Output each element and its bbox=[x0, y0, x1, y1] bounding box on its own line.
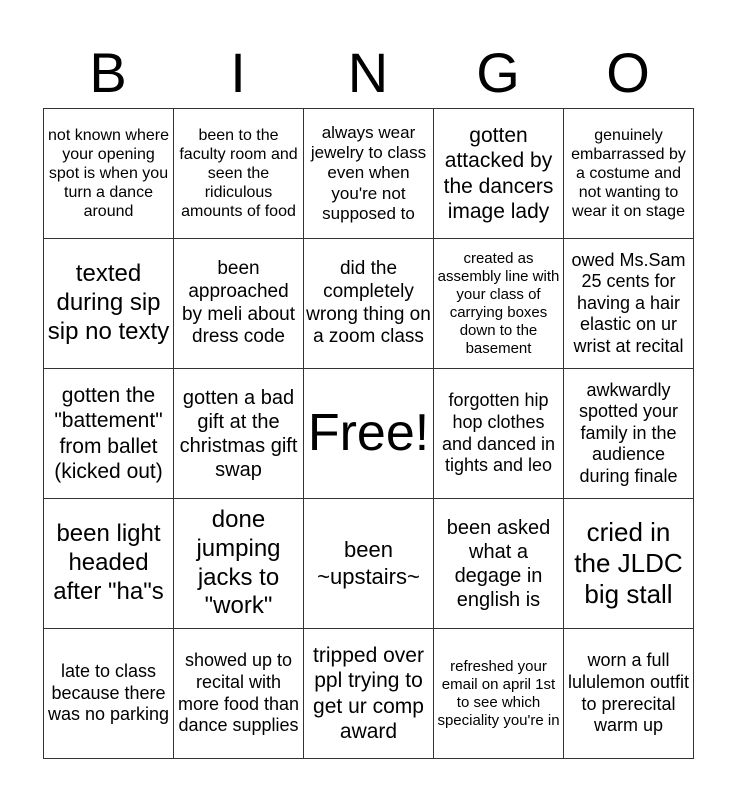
cell-text: refreshed your email on april 1st to see which speciality you're in bbox=[437, 657, 560, 729]
bingo-cell[interactable] bbox=[564, 239, 694, 369]
bingo-cell[interactable] bbox=[44, 109, 174, 239]
header-letter-o: O bbox=[606, 41, 650, 104]
bingo-cell[interactable] bbox=[434, 369, 564, 499]
bingo-cell[interactable] bbox=[174, 239, 304, 369]
header-letter-g: G bbox=[476, 41, 520, 104]
bingo-row bbox=[44, 499, 694, 629]
cell-text: always wear jewelry to class even when you're not supposed to bbox=[310, 122, 427, 224]
cell-text: tripped over ppl trying to get ur comp award bbox=[313, 644, 424, 743]
header-letter-i: I bbox=[230, 41, 246, 104]
bingo-cell[interactable] bbox=[44, 629, 174, 759]
bingo-cell[interactable] bbox=[174, 629, 304, 759]
cell-text: been ~upstairs~ bbox=[317, 537, 420, 589]
bingo-row bbox=[44, 629, 694, 759]
cell-text: Free! bbox=[307, 404, 430, 463]
bingo-cell[interactable] bbox=[174, 499, 304, 629]
bingo-row bbox=[44, 369, 694, 499]
cell-text: been approached by meli about dress code bbox=[181, 257, 295, 348]
cell-text: showed up to recital with more food than dance supplies bbox=[177, 650, 300, 736]
bingo-grid bbox=[43, 108, 694, 759]
cell-text: genuinely embarrassed by a costume and not wanting to wear it on stage bbox=[571, 126, 686, 221]
bingo-cell[interactable] bbox=[304, 239, 434, 369]
cell-text: created as assembly line with your class of carrying boxes down to the basement bbox=[437, 249, 560, 357]
bingo-cell[interactable] bbox=[434, 499, 564, 629]
bingo-cell[interactable] bbox=[434, 629, 564, 759]
bingo-cell[interactable] bbox=[564, 629, 694, 759]
bingo-cell[interactable] bbox=[434, 239, 564, 369]
bingo-cell[interactable] bbox=[434, 109, 564, 239]
cell-text: late to class because there was no parking bbox=[47, 661, 170, 725]
cell-text: been to the faculty room and seen the ridiculous amounts of food bbox=[179, 126, 298, 221]
bingo-cell[interactable] bbox=[564, 499, 694, 629]
header-letter-b: B bbox=[89, 41, 127, 104]
cell-text: cried in the JLDC big stall bbox=[574, 516, 683, 610]
cell-text: texted during sip sip no texty bbox=[47, 260, 170, 345]
free-space[interactable] bbox=[304, 369, 434, 499]
cell-text: done jumping jacks to "work" bbox=[196, 505, 281, 620]
header-letter-n: N bbox=[347, 41, 389, 104]
bingo-cell[interactable] bbox=[44, 499, 174, 629]
cell-text: forgotten hip hop clothes and danced in tights and leo bbox=[441, 390, 556, 476]
bingo-cell[interactable] bbox=[304, 629, 434, 759]
bingo-cell[interactable] bbox=[304, 499, 434, 629]
cell-text: gotten attacked by the dancers image lady bbox=[443, 124, 554, 223]
bingo-cell[interactable] bbox=[174, 369, 304, 499]
bingo-cell[interactable] bbox=[564, 109, 694, 239]
bingo-cell[interactable] bbox=[44, 239, 174, 369]
cell-text: gotten the "battement" from ballet (kicked out) bbox=[54, 384, 163, 483]
cell-text: owed Ms.Sam 25 cents for having a hair elastic on ur wrist at recital bbox=[571, 249, 686, 356]
cell-text: been asked what a degage in english is bbox=[446, 516, 551, 611]
bingo-cell[interactable] bbox=[174, 109, 304, 239]
cell-text: been light headed after "ha"s bbox=[53, 520, 164, 605]
bingo-row bbox=[44, 109, 694, 239]
bingo-cell[interactable] bbox=[304, 109, 434, 239]
bingo-cell[interactable] bbox=[44, 369, 174, 499]
cell-text: awkwardly spotted your family in the audience during finale bbox=[578, 379, 679, 486]
bingo-header bbox=[43, 40, 693, 106]
cell-text: worn a full lululemon outfit to prerecital warm up bbox=[567, 650, 690, 736]
cell-text: did the completely wrong thing on a zoom class bbox=[306, 257, 431, 348]
cell-text: gotten a bad gift at the christmas gift swap bbox=[179, 386, 298, 481]
bingo-row bbox=[44, 239, 694, 369]
cell-text: not known where your opening spot is when you turn a dance around bbox=[48, 126, 169, 221]
bingo-cell[interactable] bbox=[564, 369, 694, 499]
